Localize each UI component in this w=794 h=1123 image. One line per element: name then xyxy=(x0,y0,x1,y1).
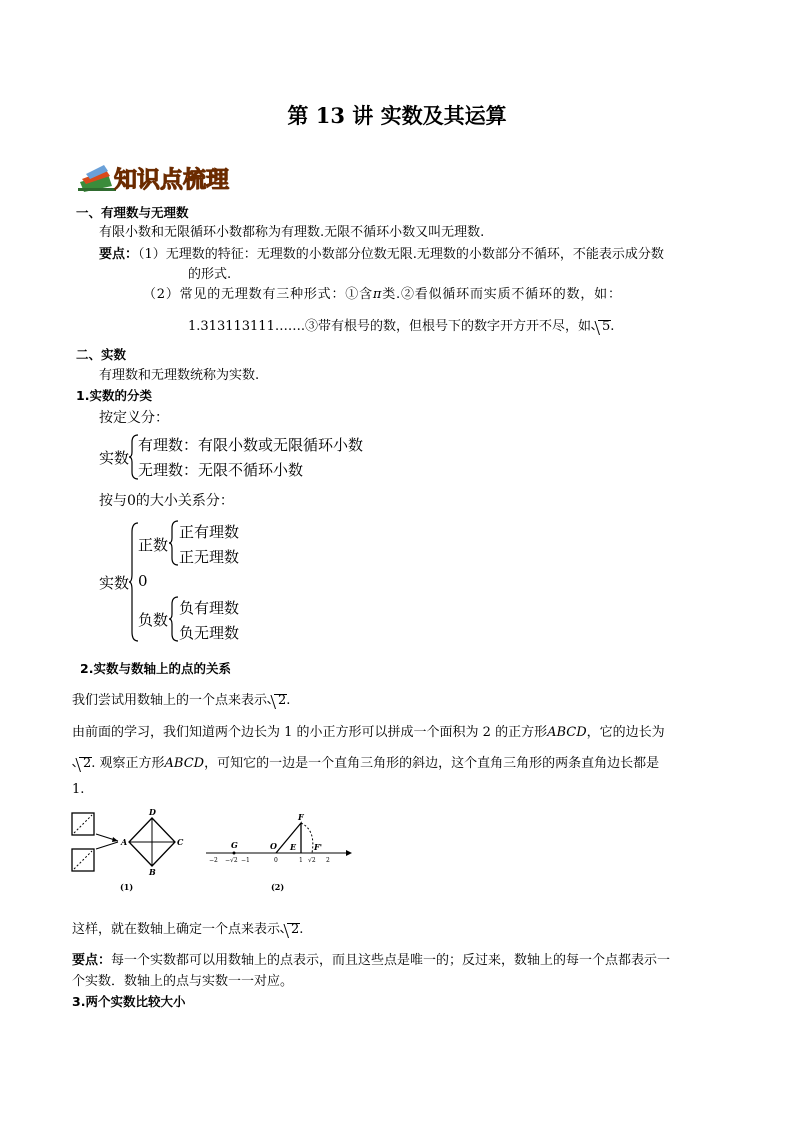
number-line-figure xyxy=(68,808,358,892)
pi-symbol: π xyxy=(372,287,383,302)
key-point-2-cont xyxy=(188,315,614,334)
negative-irrational: 负无理数 xyxy=(179,624,240,642)
radicand: 2 xyxy=(291,922,300,937)
sqrt-symbol xyxy=(72,756,91,771)
section-heading-1: 一、有理数与无理数 xyxy=(76,205,189,220)
paragraph xyxy=(72,689,290,708)
key-point-1-cont: 的形式. xyxy=(188,267,232,282)
key-point-2 xyxy=(143,283,622,302)
positive-label: 正数 xyxy=(138,536,169,554)
text: 每一个实数都可以用数轴上的点表示，而且这些点是唯一的；反过来，数轴上的每一个点都表示一 xyxy=(111,953,671,968)
tick-label: −2 xyxy=(209,857,218,864)
paragraph xyxy=(72,752,659,771)
sqrt-symbol xyxy=(591,319,610,334)
text: 由前面的学习，我们知道两个边长为 1 的小正方形可以拼成一个面积为 2 的正方形 xyxy=(72,725,548,740)
real-label-2: 实数 xyxy=(99,574,130,592)
tick-label: −√2 xyxy=(225,857,238,864)
tick-label: 2 xyxy=(326,857,330,864)
text: ，可知它的一边是一个直角三角形的斜边，这个直角三角形的两条直角边长都是 xyxy=(204,756,660,771)
tick-label: 0 xyxy=(274,857,278,864)
point-label: C xyxy=(177,837,184,847)
key-point-1 xyxy=(99,243,664,262)
point-label: A xyxy=(121,837,128,847)
key-text: 1.313113111…….③带有根号的数，但根号下的数字开方开不尽，如 xyxy=(188,319,591,334)
sqrt-symbol xyxy=(280,922,299,937)
section-banner: 知识点梳理 xyxy=(114,167,229,193)
text: ，它的边长为 xyxy=(586,725,665,740)
point-label: G xyxy=(231,840,238,850)
negative-rational: 负有理数 xyxy=(179,599,240,617)
key-point-3 xyxy=(72,949,670,968)
positive-rational: 正有理数 xyxy=(179,523,240,541)
key-text: （2）常见的无理数有三种形式：①含 xyxy=(143,287,373,302)
text: . 观察正方形 xyxy=(91,756,165,771)
math-var: ABCD xyxy=(164,756,205,771)
rational-definition: 有理数：有限小数或无限循环小数 xyxy=(138,436,364,454)
key-label: 要点： xyxy=(72,953,112,968)
key-text: 类.②看似循环而实质不循环的数，如： xyxy=(382,287,622,302)
text: 我们尝试用数轴上的一个点来表示 xyxy=(72,693,268,708)
key-text: . xyxy=(610,319,615,334)
key-text: （1）无理数的特征：无理数的小数部分位数无限.无理数的小数部分不循环，不能表示成分数 xyxy=(138,247,664,262)
irrational-definition: 无理数：无限不循环小数 xyxy=(138,461,304,479)
point-label: B xyxy=(149,867,156,877)
sqrt-symbol xyxy=(267,693,286,708)
paragraph xyxy=(72,721,665,740)
paragraph xyxy=(72,918,303,937)
math-var: ABCD xyxy=(547,725,587,740)
section-heading-2: 二、实数 xyxy=(76,347,127,362)
subheading-2: 2.实数与数轴上的点的关系 xyxy=(80,661,231,676)
text: 这样，就在数轴上确定一个点来表示 xyxy=(72,922,281,937)
key-label: 要点： xyxy=(99,247,139,262)
radicand: 5 xyxy=(601,319,611,334)
positive-irrational: 正无理数 xyxy=(179,548,240,566)
figure-caption: (2) xyxy=(271,882,285,892)
radicand: 2 xyxy=(278,693,287,708)
classification-by-zero: 按与0的大小关系分： xyxy=(99,493,234,509)
zero-label: 0 xyxy=(138,572,148,590)
tick-label: √2 xyxy=(308,857,316,864)
point-label: D xyxy=(149,808,156,817)
classification-by-definition: 按定义分： xyxy=(99,410,169,426)
paragraph: 有理数和无理数统称为实数. xyxy=(99,368,260,383)
tick-label: −1 xyxy=(241,857,250,864)
page-title: 第 13 讲 实数及其运算 xyxy=(287,103,507,128)
paragraph: 有限小数和无限循环小数都称为有理数.无限不循环小数又叫无理数. xyxy=(99,225,485,240)
point-label: E xyxy=(290,842,297,852)
subheading-3: 3.两个实数比较大小 xyxy=(72,994,186,1009)
negative-label: 负数 xyxy=(138,611,169,629)
point-label: F' xyxy=(314,842,323,852)
paragraph: 1. xyxy=(72,782,85,797)
radicand: 2 xyxy=(83,756,92,771)
tick-label: 1 xyxy=(299,857,303,864)
point-label: O xyxy=(270,841,277,851)
figure-caption: (1) xyxy=(120,882,134,892)
text: . xyxy=(286,693,291,708)
key-point-3-cont: 个实数．数轴上的点与实数一一对应。 xyxy=(72,974,294,989)
text: . xyxy=(299,922,304,937)
point-label: F xyxy=(298,812,304,822)
real-label: 实数 xyxy=(99,449,130,467)
subheading-1: 1.实数的分类 xyxy=(76,388,152,403)
